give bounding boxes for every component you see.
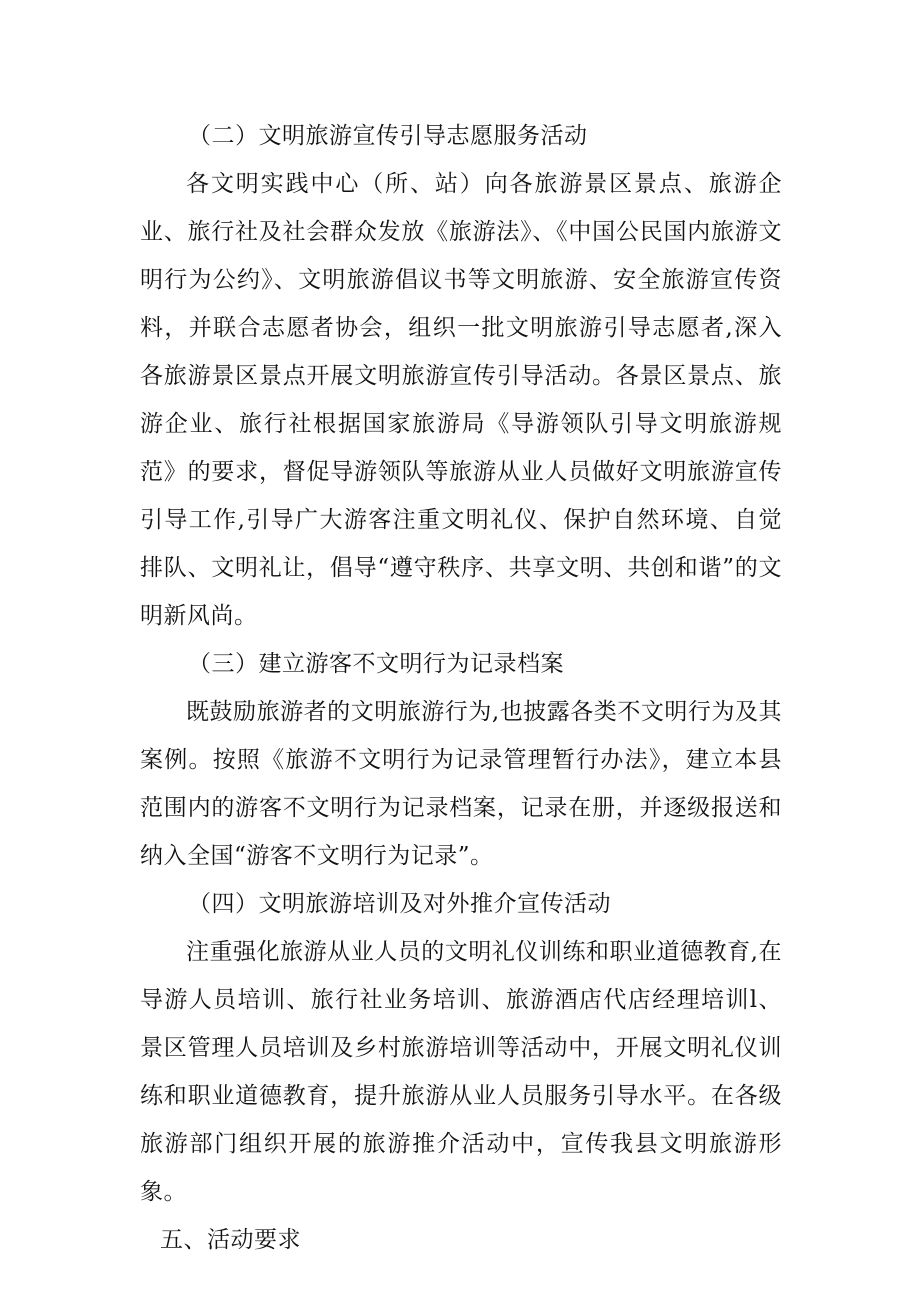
section-heading-2: （二）文明旅游宣传引导志愿服务活动 <box>188 123 588 149</box>
section-heading-5: 五、活动要求 <box>160 1227 301 1253</box>
section-paragraph-3: 既鼓励旅游者的文明旅游行为,也披露各类不文明行为及其案例。按照《旅游不文明行为记录管理暂行办法》，建立本县范围内的游客不文明行为记录档案，记录在册，并逐级报送和纳入全国“游客不文明行为记录”。 <box>140 699 782 869</box>
section-heading-3: （三）建立游客不文明行为记录档案 <box>188 651 564 677</box>
section-paragraph-4: 注重强化旅游从业人员的文明礼仪训练和职业道德教育,在导游人员培训、旅行社业务培训、旅游酒店代店经理培训l、景区管理人员培训及乡村旅游培训等活动中，开展文明礼仪训练和职业道德教育，提升旅游从业人员服务引导水平。在各级旅游部门组织开展的旅游推介活动中，宣传我县文明旅游形象。 <box>140 939 782 1205</box>
section-heading-4: （四）文明旅游培训及对外推介宣传活动 <box>188 891 611 917</box>
section-paragraph-2: 各文明实践中心（所、站）向各旅游景区景点、旅游企业、旅行社及社会群众发放《旅游法》、《中国公民国内旅游文明行为公约》、文明旅游倡议书等文明旅游、安全旅游宣传资料，并联合志愿者协会，组织一批文明旅游引导志愿者,深入各旅游景区景点开展文明旅游宣传引导活动。各景区景点、旅游企业、旅行社根据国家旅游局《导游领队引导文明旅游规范》的要求，督促导游领队等旅游从业人员做好文明旅游宣传引导工作,引导广大游客注重文明礼仪、保护自然环境、自觉排队、文明礼让，倡导“遵守秩序、共享文明、共创和谐”的文明新风尚。 <box>140 171 782 629</box>
document-body <box>140 112 782 1264</box>
